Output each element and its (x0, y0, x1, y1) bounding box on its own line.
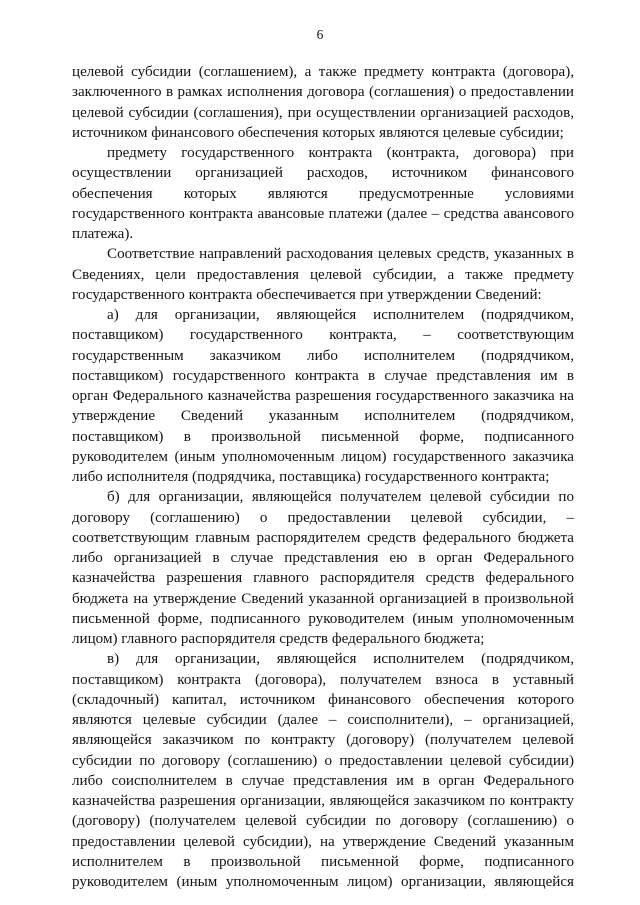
text-line: а) для организации, являющейся исполнителем (подрядчиком, (107, 307, 574, 323)
text-line: поставщиком) контракта (договора), получателем взноса в уставный (72, 671, 574, 688)
text-line: поставщиком) государственного контракта в случае представления им в (72, 367, 574, 384)
text-line: казначейства разрешения организации, являющейся заказчиком по контракту (72, 793, 574, 809)
text-line: государственного контракта авансовые платежи (далее – средства авансового (72, 205, 574, 222)
text-line: Сведениях, цели предоставления целевой субсидии, а также предмету (72, 266, 574, 283)
text-line: утверждение Сведений указанным исполнителем (подрядчиком, (72, 408, 574, 425)
text-line: соответствующим главным распорядителем средств федерального бюджета (72, 529, 574, 546)
text-line: руководителем (иным уполномоченным лицом) государственного заказчика (72, 448, 574, 465)
text-line: руководителем (иным уполномоченным лицом) организации, являющейся (72, 874, 574, 890)
text-line: предмету государственного контракта (контракта, договора) при (107, 145, 574, 161)
text-line: либо организацией в случае представления ею в орган Федерального (72, 550, 574, 566)
text-line: субсидии по договору (соглашению) о предоставлении целевой субсидии) (72, 752, 574, 769)
text-line: целевой субсидии (соглашения), при осуществлении организацией расходов, (72, 104, 574, 121)
text-line: осуществлении организацией расходов, источником финансового (72, 165, 574, 182)
text-line: являющейся заказчиком по контракту (договору) (получателем целевой (72, 732, 574, 749)
text-line: либо исполнителя (подрядчика, поставщика) государственного контракта; (72, 469, 550, 485)
text-line: поставщиком) в произвольной письменной форме, подписанного (72, 428, 574, 445)
text-line: (складочный) капитал, источником финансового обеспечения которого (72, 691, 574, 708)
text-line: орган Федерального казначейства разрешения государственного заказчика на (72, 388, 574, 404)
text-line: Соответствие направлений расходования целевых средств, указанных в (107, 246, 574, 263)
body-text (72, 62, 574, 892)
text-line: лицом) главного распорядителя средств федерального бюджета; (72, 631, 485, 647)
text-line: заключенного в рамках исполнения договора (соглашения) о предоставлении (72, 84, 574, 101)
text-line: б) для организации, являющейся получателем целевой субсидии по (107, 489, 574, 506)
text-line: государственного контракта обеспечивается при утверждении Сведений: (72, 286, 542, 303)
text-line: обеспечения которых являются предусмотренные условиями (72, 185, 574, 202)
text-line: источником финансового обеспечения которых являются целевые субсидии; (72, 124, 564, 141)
page-number: 6 (316, 27, 324, 42)
text-line: казначейства разрешения главного распорядителя средств федерального (72, 570, 574, 587)
text-line: предоставлении целевой субсидии), на утверждение Сведений указанным (72, 833, 574, 850)
text-line: исполнителем в произвольной письменной форме, подписанного (72, 853, 574, 870)
text-line: письменной форме, подписанного руководителем (иным уполномоченным (72, 610, 574, 627)
text-line: либо соисполнителем в случае представления им в орган Федерального (72, 772, 574, 789)
text-line: договору (соглашению) о предоставлении целевой субсидии, – (72, 509, 574, 526)
text-line: (договору) (получателем целевой субсидии по договору (соглашению) о (72, 813, 574, 830)
text-line: поставщиком) государственного контракта, – соответствующим (72, 327, 574, 344)
text-line: бюджета на утверждение Сведений указанной организацией в произвольной (72, 590, 574, 607)
text-line: целевой субсидии (соглашением), а также предмету контракта (договора), (72, 64, 574, 80)
text-line: государственным заказчиком либо исполнителем (подрядчиком, (72, 347, 574, 364)
text-line: в) для организации, являющейся исполнителем (подрядчиком, (107, 651, 574, 668)
text-line: являются целевые субсидии (далее – соисполнители), – организацией, (72, 712, 574, 728)
text-line: платежа). (72, 226, 134, 242)
